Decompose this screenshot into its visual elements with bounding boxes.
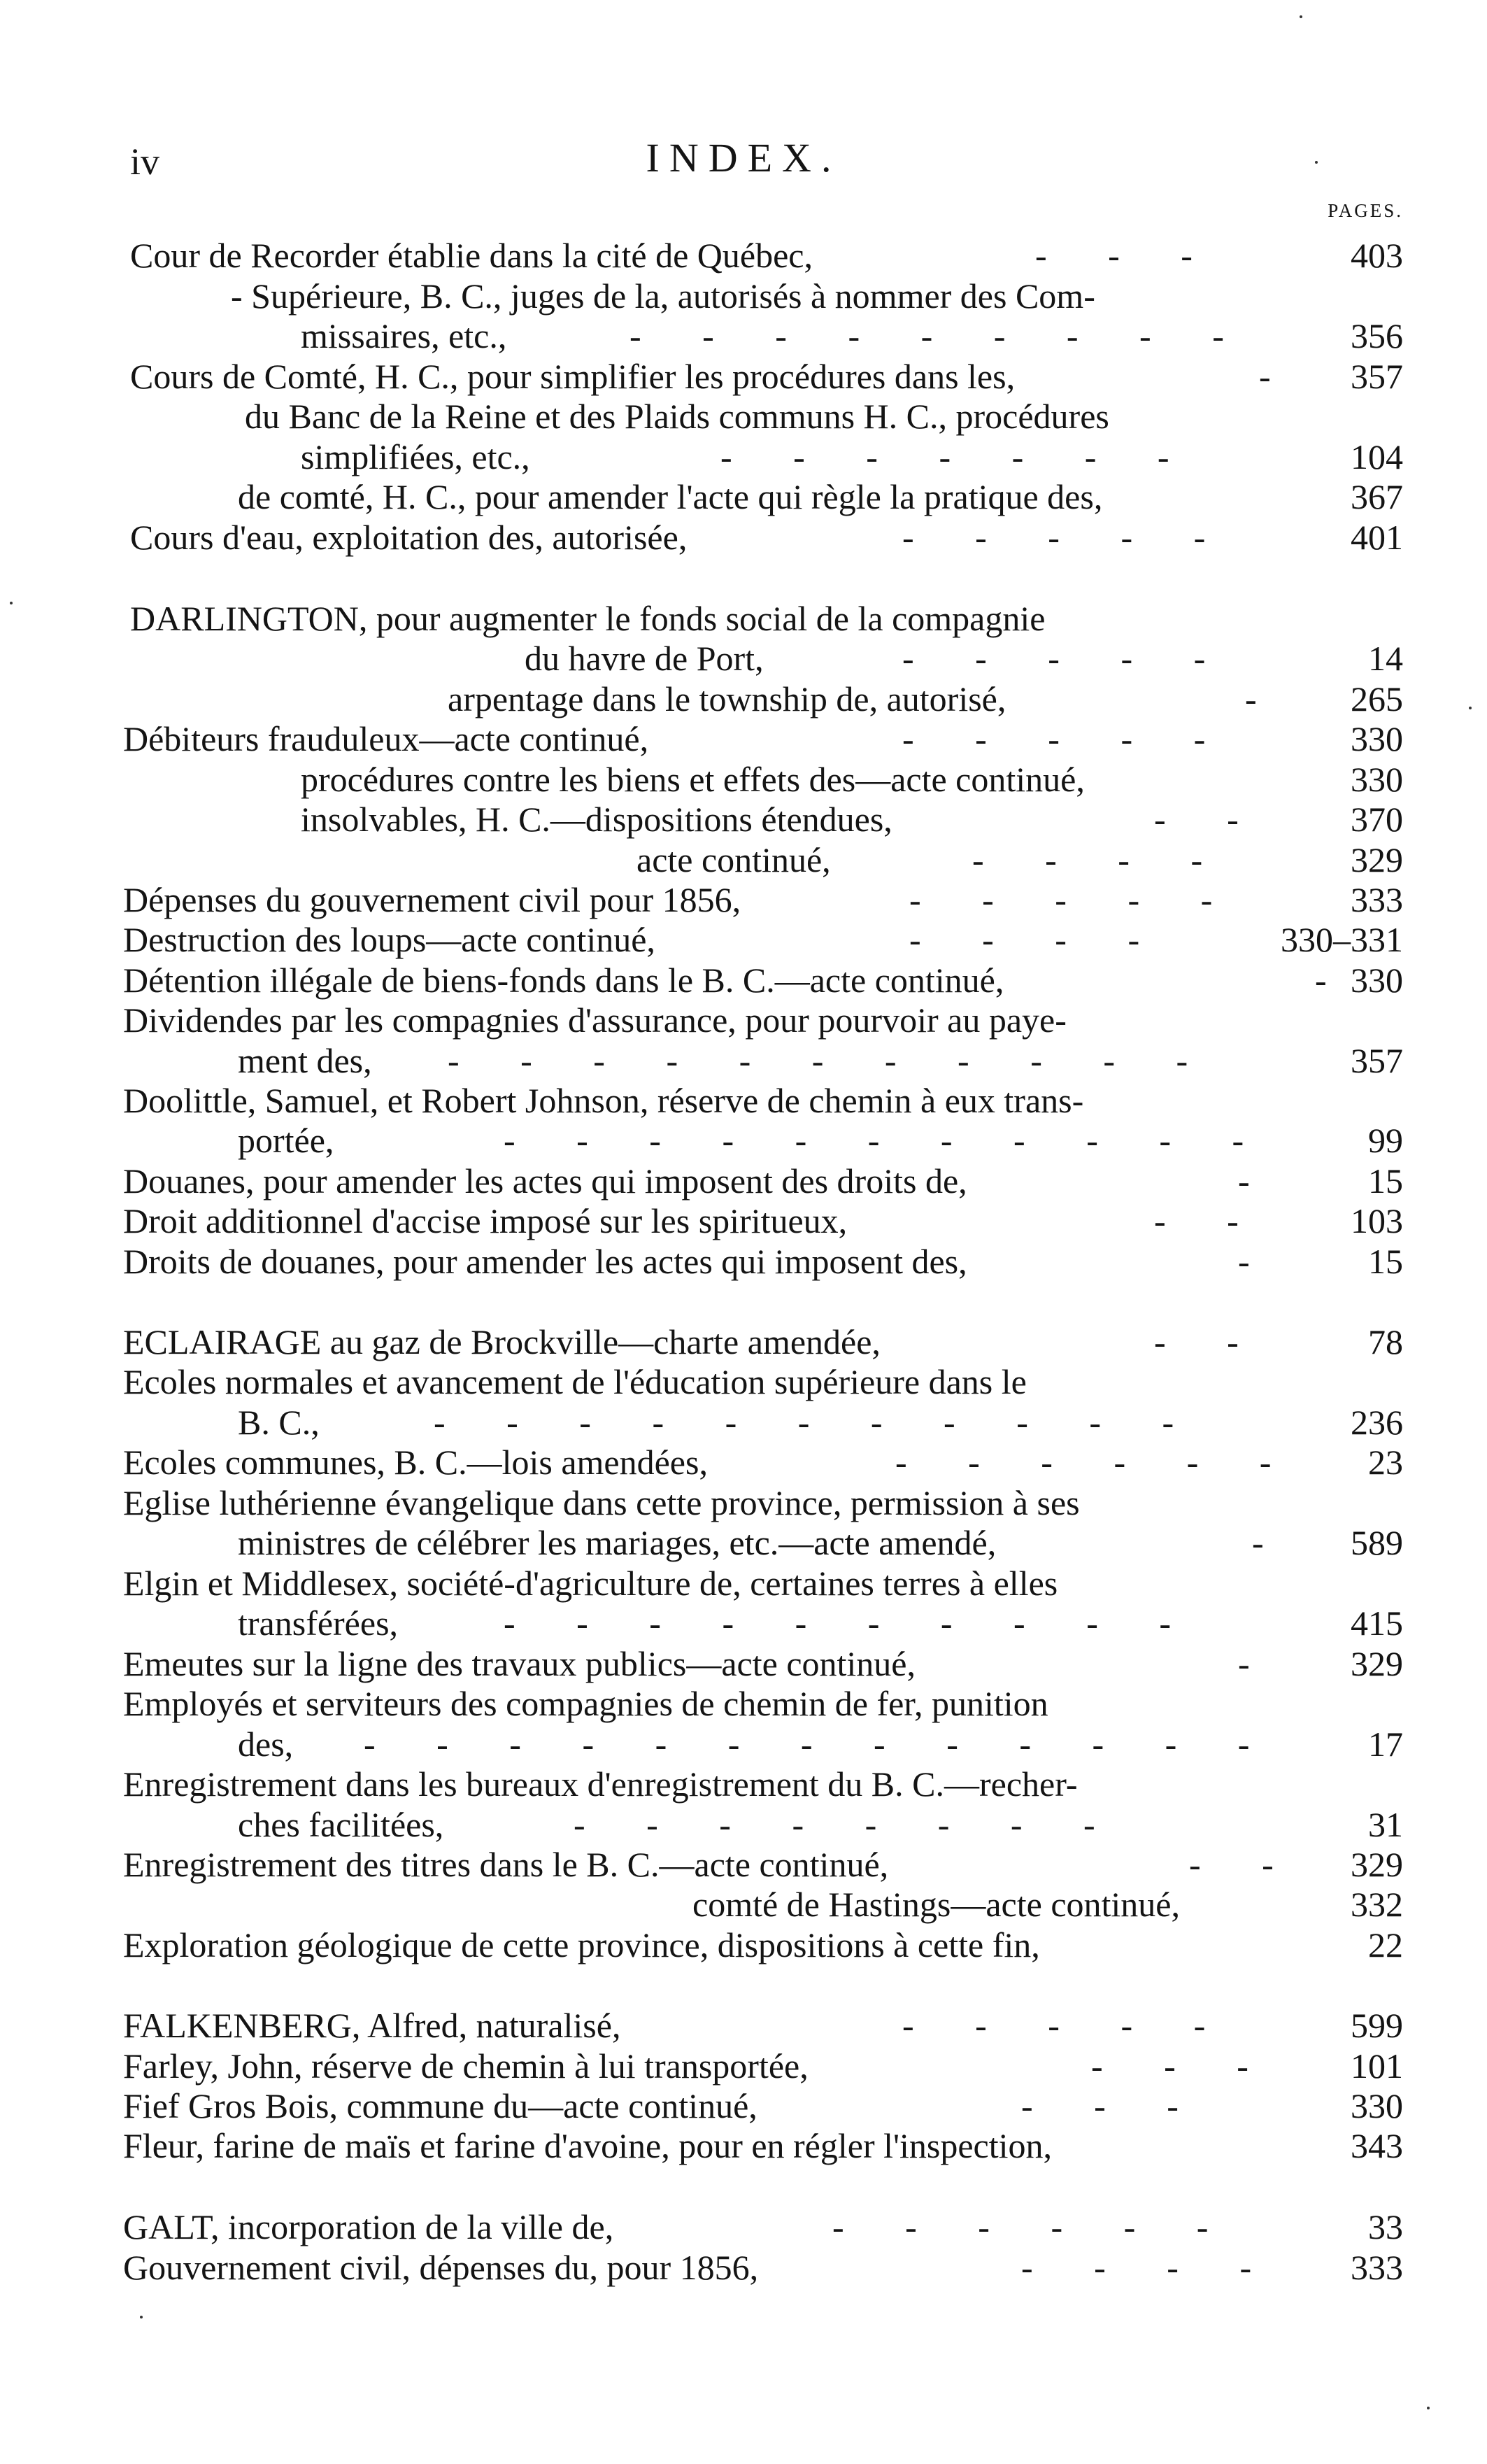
index-entry: [0, 2207, 1487, 2247]
entry-text: ECLAIRAGE au gaz de Brockville—charte amendée,: [123, 1322, 881, 1361]
entry-text: simplifiées, etc.,: [301, 437, 530, 476]
dash-leader: - - - - - -: [832, 2207, 1209, 2246]
entry-text: Fleur, farine de maïs et farine d'avoine, pour en régler l'inspection,: [123, 2126, 1053, 2165]
entry-text: comté de Hastings—acte continué,: [692, 1885, 1180, 1924]
index-entry: [0, 1563, 1487, 1603]
index-entry: [0, 1844, 1487, 1885]
dash-leader: - - - -: [909, 920, 1140, 959]
dash-leader: -: [1238, 1161, 1250, 1201]
page-number: 103: [1351, 1201, 1403, 1240]
entry-text: Ecoles communes, B. C.—lois amendées,: [123, 1443, 708, 1482]
index-entry: [0, 879, 1487, 920]
dash-leader: - - - -: [1021, 2248, 1252, 2287]
page-number: 23: [1368, 1443, 1403, 1482]
page-number: 14: [1368, 639, 1403, 678]
dash-leader: - - - - -: [902, 2006, 1206, 2045]
index-entry: [0, 1361, 1487, 1402]
page-number: 367: [1351, 477, 1403, 516]
page-number: 332: [1351, 1885, 1403, 1924]
entry-text: Cour de Recorder établie dans la cité de Québec,: [130, 236, 813, 275]
index-entry: [0, 1161, 1487, 1201]
entry-text: du havre de Port,: [525, 639, 764, 678]
entry-text: Exploration géologique de cette province, dispositions à cette fin,: [123, 1925, 1040, 1964]
page-number: 333: [1351, 880, 1403, 919]
dash-leader: - -: [1154, 1322, 1239, 1361]
entry-text: Destruction des loups—acte continué,: [123, 920, 655, 959]
entry-text: transférées,: [238, 1603, 399, 1643]
page-number: 330: [1351, 760, 1403, 799]
index-entry: [0, 2005, 1487, 2046]
entry-text: acte continué,: [636, 840, 831, 879]
index-entry: [0, 356, 1487, 397]
entry-text: Dépenses du gouvernement civil pour 1856,: [123, 880, 741, 919]
entry-text: Doolittle, Samuel, et Robert Johnson, réserve de chemin à eux trans-: [123, 1081, 1084, 1120]
page-number: 15: [1368, 1242, 1403, 1281]
dash-leader: - - - - - - - - - - - - -: [364, 1725, 1250, 1764]
entry-text: Enregistrement des titres dans le B. C.—acte continué,: [123, 1845, 889, 1884]
entry-text: Ecoles normales et avancement de l'éducation supérieure dans le: [123, 1362, 1027, 1401]
dash-leader: - - -: [1035, 236, 1193, 275]
index-entry: [0, 1322, 1487, 1362]
dash-leader: - - - - - - - - - - -: [448, 1041, 1188, 1080]
paper-speck: [140, 2316, 143, 2318]
index-entry: [0, 1764, 1487, 1804]
index-entry: [0, 1683, 1487, 1724]
index-entry: [0, 1000, 1487, 1040]
entry-text: Détention illégale de biens-fonds dans le B. C.—acte continué,: [123, 961, 1004, 1000]
index-entry: [0, 1603, 1487, 1643]
index-entry: [0, 960, 1487, 1000]
page-number: 104: [1351, 437, 1403, 476]
dash-leader: -: [1252, 1523, 1264, 1562]
entry-text: Cours d'eau, exploitation des, autorisée,: [130, 518, 688, 557]
page-number: 333: [1351, 2248, 1403, 2287]
paper-speck: [1300, 15, 1302, 18]
dash-leader: -: [1238, 1242, 1250, 1281]
index-entry: [0, 679, 1487, 719]
entry-text: B. C.,: [238, 1403, 320, 1442]
dash-leader: - - - - - -: [895, 1443, 1272, 1482]
page-number: 236: [1351, 1403, 1403, 1442]
index-entry: [0, 638, 1487, 679]
dash-leader: - -: [1189, 1845, 1274, 1884]
dash-leader: - - - - -: [902, 639, 1206, 678]
page-number: 101: [1351, 2046, 1403, 2086]
index-entry: [0, 1643, 1487, 1684]
entry-text: - Supérieure, B. C., juges de la, autorisés à nommer des Com-: [231, 276, 1095, 316]
dash-leader: -: [1315, 961, 1327, 1000]
dash-leader: - - - - - - - - - - -: [504, 1121, 1244, 1160]
page-number: 329: [1351, 1644, 1403, 1683]
entry-text: Farley, John, réserve de chemin à lui transportée,: [123, 2046, 809, 2086]
index-entry: [0, 799, 1487, 840]
dash-leader: - - - -: [972, 840, 1203, 879]
index-entry: [0, 396, 1487, 437]
index-entry: [0, 1804, 1487, 1845]
page-number: 22: [1368, 1925, 1403, 1964]
entry-text: FALKENBERG, Alfred, naturalisé,: [123, 2006, 621, 2045]
entry-text: Enregistrement dans les bureaux d'enregistrement du B. C.—recher-: [123, 1764, 1078, 1804]
paper-speck: [1315, 161, 1318, 164]
paper-speck: [1469, 707, 1472, 709]
entry-text: Cours de Comté, H. C., pour simplifier les procédures dans les,: [130, 357, 1016, 396]
page-number: 17: [1368, 1725, 1403, 1764]
page-number: 330–331: [1281, 920, 1403, 959]
dash-leader: - - - - - - -: [720, 437, 1169, 476]
entry-text: de comté, H. C., pour amender l'acte qui règle la pratique des,: [238, 477, 1103, 516]
page-number: 265: [1351, 679, 1403, 718]
index-entry: [0, 1201, 1487, 1241]
index-entry: [0, 517, 1487, 558]
dash-leader: - - - - -: [909, 880, 1213, 919]
entry-text: Elgin et Middlesex, société-d'agriculture de, certaines terres à elles: [123, 1564, 1058, 1603]
dash-leader: - - - - -: [902, 719, 1206, 758]
page-number: 33: [1368, 2207, 1403, 2246]
entry-text: GALT, incorporation de la ville de,: [123, 2207, 614, 2246]
index-entry: [0, 437, 1487, 477]
entry-text: Douanes, pour amender les actes qui imposent des droits de,: [123, 1161, 967, 1201]
page-number: 357: [1351, 357, 1403, 396]
entry-text: Fief Gros Bois, commune du—acte continué,: [123, 2086, 757, 2125]
page-number: 330: [1351, 961, 1403, 1000]
entry-text: Dividendes par les compagnies d'assurance, pour pourvoir au paye-: [123, 1000, 1067, 1040]
page-number: 99: [1368, 1121, 1403, 1160]
index-entry: [0, 1522, 1487, 1563]
entry-text: ministres de célébrer les mariages, etc.—acte amendé,: [238, 1523, 997, 1562]
entry-text: Employés et serviteurs des compagnies de chemin de fer, punition: [123, 1684, 1048, 1723]
page-number: 330: [1351, 719, 1403, 758]
index-entry: [0, 2086, 1487, 2126]
page-number: 356: [1351, 316, 1403, 355]
index-entry: [0, 1884, 1487, 1925]
entry-text: DARLINGTON, pour augmenter le fonds social de la compagnie: [130, 599, 1046, 638]
page-number: 78: [1368, 1322, 1403, 1361]
entry-text: ches facilitées,: [238, 1805, 444, 1844]
dash-leader: - - -: [1091, 2046, 1248, 2086]
dash-leader: - -: [1154, 1201, 1239, 1240]
page-number: 329: [1351, 1845, 1403, 1884]
page-number: 401: [1351, 518, 1403, 557]
entry-text: Droit additionnel d'accise imposé sur les spiritueux,: [123, 1201, 848, 1240]
entry-text: missaires, etc.,: [301, 316, 507, 355]
pages-column-label: PAGES.: [1328, 200, 1403, 221]
index-entry: [0, 2125, 1487, 2166]
dash-leader: - - -: [1021, 2086, 1179, 2125]
index-entry: [0, 1402, 1487, 1443]
page-number: 31: [1368, 1805, 1403, 1844]
page-number: 330: [1351, 2086, 1403, 2125]
index-entry: [0, 2247, 1487, 2288]
entry-text: Gouvernement civil, dépenses du, pour 1856,: [123, 2248, 759, 2287]
index-entry: [0, 1925, 1487, 1965]
entry-text: du Banc de la Reine et des Plaids communs H. C., procédures: [245, 397, 1109, 436]
dash-leader: - - - - - - - -: [574, 1805, 1095, 1844]
page-number: 599: [1351, 2006, 1403, 2045]
paper-speck: [1427, 2407, 1430, 2409]
page-number: 589: [1351, 1523, 1403, 1562]
index-entry: [0, 1442, 1487, 1482]
page-folio: iv: [130, 141, 160, 183]
dash-leader: -: [1259, 357, 1271, 396]
index-entry: [0, 598, 1487, 639]
dash-leader: - - - - - - - - - -: [504, 1603, 1172, 1643]
index-entry: [0, 1080, 1487, 1121]
index-entry: [0, 759, 1487, 800]
index-entry: [0, 476, 1487, 517]
page-number: 15: [1368, 1161, 1403, 1201]
entry-text: Eglise luthérienne évangelique dans cette province, permission à ses: [123, 1483, 1080, 1522]
dash-leader: - - - - -: [902, 518, 1206, 557]
page-number: 343: [1351, 2126, 1403, 2165]
index-entry: [0, 276, 1487, 316]
index-entry: [0, 1120, 1487, 1161]
page-title: INDEX.: [646, 135, 841, 180]
entry-text: arpentage dans le township de, autorisé,: [448, 679, 1006, 718]
paper-speck: [10, 602, 13, 604]
dash-leader: - -: [1154, 800, 1239, 839]
entry-text: insolvables, H. C.—dispositions étendues,: [301, 800, 892, 839]
page-number: 415: [1351, 1603, 1403, 1643]
dash-leader: - - - - - - - - - - -: [434, 1403, 1174, 1442]
entry-text: Emeutes sur la ligne des travaux publics—acte continué,: [123, 1644, 916, 1683]
index-entry: [0, 919, 1487, 960]
dash-leader: -: [1238, 1644, 1250, 1683]
entry-text: Débiteurs frauduleux—acte continué,: [123, 719, 649, 758]
dash-leader: - - - - - - - - -: [629, 316, 1224, 355]
entry-text: des,: [238, 1725, 294, 1764]
page-number: 357: [1351, 1041, 1403, 1080]
page-number: 329: [1351, 840, 1403, 879]
index-entry: [0, 2046, 1487, 2086]
index-entry: [0, 235, 1487, 276]
index-entry: [0, 1241, 1487, 1282]
entry-text: Droits de douanes, pour amender les actes qui imposent des,: [123, 1242, 967, 1281]
entry-text: portée,: [238, 1121, 334, 1160]
index-entry: [0, 840, 1487, 880]
index-entry: [0, 1724, 1487, 1764]
page-number: 370: [1351, 800, 1403, 839]
index-entry: [0, 316, 1487, 356]
entry-text: ment des,: [238, 1041, 372, 1080]
dash-leader: -: [1245, 679, 1257, 718]
page-number: 403: [1351, 236, 1403, 275]
index-entry: [0, 718, 1487, 759]
entry-text: procédures contre les biens et effets des—acte continué,: [301, 760, 1085, 799]
index-entry: [0, 1482, 1487, 1523]
index-entry: [0, 1040, 1487, 1081]
